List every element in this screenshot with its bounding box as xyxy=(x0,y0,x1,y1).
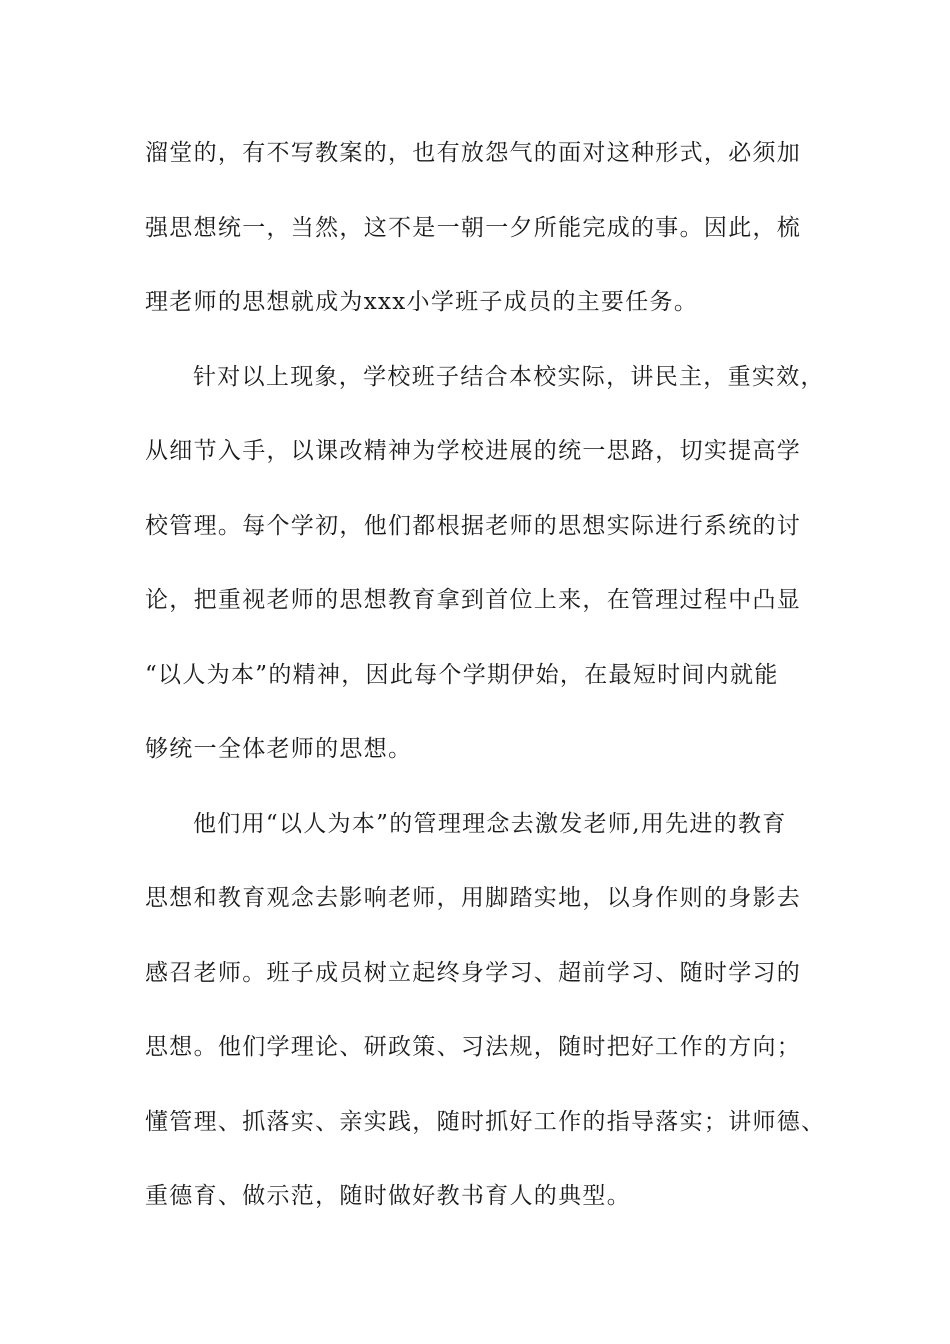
text-line: 思想和教育观念去影响老师，用脚踏实地，以身作则的身影去 xyxy=(145,885,802,911)
text-line: 理老师的思想就成为xxx小学班子成员的主要任务。 xyxy=(145,289,699,315)
text-line: 够统一全体老师的思想。 xyxy=(145,736,413,762)
text-line: 懂管理、抓落实、亲实践，随时抓好工作的指导落实；讲师德、 xyxy=(145,1108,826,1135)
text-line: 论，把重视老师的思想教育拿到首位上来，在管理过程中凸显 xyxy=(145,587,802,613)
paragraph-first-line: 针对以上现象，学校班子结合本校实际，讲民主，重实效， xyxy=(193,363,825,390)
text-line: 从细节入手，以课改精神为学校进展的统一思路，切实提高学 xyxy=(145,438,802,464)
text-line: 强思想统一，当然，这不是一朝一夕所能完成的事。因此，梳 xyxy=(145,214,802,241)
text-line: 重德育、做示范，随时做好教书育人的典型。 xyxy=(145,1183,631,1209)
text-line: 思想。他们学理论、研政策、习法规，随时把好工作的方向； xyxy=(145,1034,802,1060)
text-line: “以人为本”的精神，因此每个学期伊始，在最短时间内就能 xyxy=(145,661,779,688)
paragraph-first-line: 他们用“以人为本”的管理理念去激发老师,用先进的教育 xyxy=(193,810,787,837)
document-body xyxy=(145,116,826,1234)
text-line: 感召老师。班子成员树立起终身学习、超前学习、随时学习的 xyxy=(145,959,802,986)
text-line: 溜堂的，有不写教案的，也有放怨气的面对这种形式，必须加 xyxy=(145,140,802,166)
text-line: 校管理。每个学初，他们都根据老师的思想实际进行系统的讨 xyxy=(145,512,802,539)
